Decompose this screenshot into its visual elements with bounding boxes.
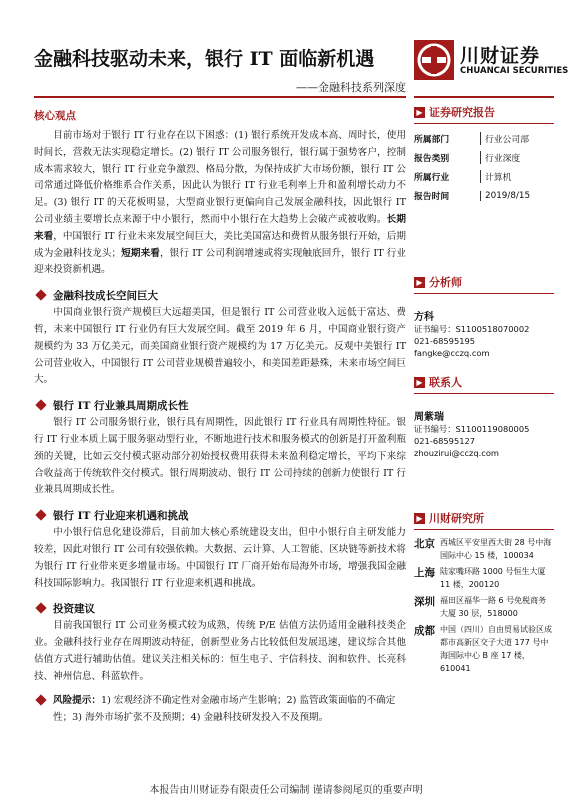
report-info-table	[414, 129, 554, 205]
office-item: 北京 西城区平安里西大街 28 号中海国际中心 15 楼，100034	[414, 538, 552, 560]
info-row: 所属部门 行业公司部	[414, 129, 554, 148]
page-footer: 本报告由川财证券有限责任公司编制 谨请参阅尾页的重要声明	[149, 785, 423, 796]
section-heading: 银行 IT 行业兼具周期成长性	[34, 395, 406, 415]
main-content	[34, 108, 406, 726]
arrow-bullet-icon: ▶	[414, 277, 425, 288]
arrow-bullet-icon: ▶	[414, 513, 425, 524]
office-item: 成都 中国（四川）自由贸易试验区成都市高新区交子大道 177 号中海国际中心 B 座 17 楼，610041	[414, 625, 552, 673]
office-item: 深圳 福田区福华一路 6 号免税商务大厦 30 层，518000	[414, 596, 547, 618]
report-subtitle: ——金融科技系列深度	[296, 81, 406, 94]
section-heading: 投资建议	[34, 598, 406, 618]
diamond-bullet-icon	[35, 290, 46, 301]
report-info-heading: ▶ 证券研究报告	[414, 103, 554, 121]
header-divider	[34, 96, 406, 98]
contact-phone: 021-68595127	[414, 436, 476, 446]
contact-email[interactable]: zhouzirui@cczq.com	[414, 448, 499, 458]
contact-cert: 证书编号：S1100119080005	[414, 424, 530, 434]
section-heading: 银行 IT 行业迎来机遇和挑战	[34, 505, 406, 525]
risk-warning	[34, 692, 406, 726]
section-heading: 金融科技成长空间巨大	[34, 285, 406, 305]
intro-bold-2: 短期来看	[121, 247, 160, 259]
contact-name: 周紫瑞	[414, 412, 444, 423]
company-logo	[414, 40, 569, 82]
office-item: 上海 陆家嘴环路 1000 号恒生大厦 11 楼，200120	[414, 567, 546, 589]
risk-text: 1) 宏观经济不确定性对金融市场产生影响；2) 监管政策面临的不确定性；3) 海外市场扩张不及预期；4) 金融科技研发投入不及预期。	[53, 694, 396, 723]
section-paragraph: 中国商业银行资产规模巨大远超美国，但是银行 IT 公司营业收入远低于富达、费哲，未来中国银行 IT 行业仍有巨大发展空间。截至 2019 年 6 月，中国商业银行资产规模约为 33 万亿美元，而美国商业银行资产规模约为 17 万亿美元。反观中美银行 IT 公司营业收入，中国银行 IT 公司营业规模普遍较小，和美国差距悬殊，未来市场空间巨大。	[34, 307, 406, 386]
section-paragraph: 银行 IT 公司服务银行业，银行具有周期性，因此银行 IT 行业具有周期性特征。银行 IT 行业本质上属于服务驱动型行业，不断地进行技术和服务模式的创新是打开盈利瓶颈的关键，比如云交付模式驱动部分初始授权费用获得未来盈利稳定增长，平均下来综合收益高于传统软件交付模式。银行周期波动、银行 IT 公司持续的创新力使银行 IT 行业兼具周期成长性。	[34, 417, 406, 496]
analyst-name: 方科	[414, 312, 434, 323]
analyst-heading: ▶ 分析师	[414, 273, 554, 291]
sidebar	[414, 103, 554, 675]
chuancai-logo-icon	[414, 40, 454, 80]
heading-underline	[414, 123, 554, 124]
info-row: 报告时间 2019/8/15	[414, 190, 531, 202]
intro-text-3: ，银行 IT 公司利润增速或将实现触底回升，银行 IT 行业迎来投资新机遇。	[34, 247, 407, 276]
core-view-heading: 核心观点	[34, 110, 76, 122]
diamond-bullet-icon	[35, 399, 46, 410]
analyst-email[interactable]: fangke@cczq.com	[414, 348, 490, 358]
contact-heading: ▶ 联系人	[414, 373, 554, 391]
intro-bold-1: 长期来看	[34, 213, 407, 242]
institute-heading: ▶ 川财研究所	[414, 509, 554, 527]
intro-text-2: ，中国银行 IT 行业未来发展空间巨大，美比美国富达和费哲从服务银行开始，后期成为金融科技龙头；	[34, 230, 406, 259]
info-row: 报告类别 行业深度	[414, 148, 554, 167]
section-paragraph: 目前我国银行 IT 公司业务模式较为成熟，传统 P/E 估值方法仍适用金融科技类企业。金融科技行业存在周期波动特征，创新型业务占比较低但发展迅速，建议综合其他估值方式进行辅助估值。建议关注相关标的：恒生电子、宇信科技、润和软件、长亮科技、神州信息、科蓝软件。	[34, 620, 406, 682]
analyst-phone: 021-68595195	[414, 336, 476, 346]
analyst-cert: 证书编号：S1100518070002	[414, 324, 530, 334]
brand-name-cn: 川财证券	[460, 45, 541, 67]
info-row: 所属行业 计算机	[414, 167, 554, 186]
sidebar-divider	[414, 96, 554, 98]
arrow-bullet-icon: ▶	[414, 107, 425, 118]
arrow-bullet-icon: ▶	[414, 377, 425, 388]
intro-text-1: 目前市场对于银行 IT 行业存在以下困惑：(1) 银行系统开发成本高、周时长，使用时间长，营救无法实现稳定增长。(2) 银行 IT 公司服务银行，银行属于强势客户，控制成本需求较大，银行 IT 行业竞争激烈、格局分散，为保持成扩大市场份额，银行 IT 公司常通过降低价格维系合作关系，因此认为银行 IT 行业毛利率上升和盈利增长动力不足。(3) 银行 IT 的天花板明显，大型商业银行更偏向自己发展金融科技，因此银行 IT 公司业绩主要增长点来源于中小银行，然而中小银行在大趋势上会破产或被收购。	[34, 130, 406, 225]
brand-name-en: CHUANCAI SECURITIES	[460, 66, 569, 76]
report-title: 金融科技驱动未来，银行 IT 面临新机遇	[34, 48, 375, 70]
diamond-bullet-icon	[35, 694, 46, 705]
diamond-bullet-icon	[35, 603, 46, 614]
intro-paragraph	[34, 128, 406, 279]
risk-label: 风险提示：	[53, 694, 101, 706]
diamond-bullet-icon	[35, 509, 46, 520]
section-paragraph: 中小银行信息化建设滞后，目前加大核心系统建设支出，但中小银行自主研发能力较差，因此对银行 IT 公司有较强依赖。大数据、云计算、人工智能、区块链等新技术将为银行 IT 行业带来更多增量市场。中国银行 IT 厂商开始布局海外市场，增强我国金融科技国际影响力。我国银行 IT 行业迎来机遇和挑战。	[34, 527, 406, 589]
